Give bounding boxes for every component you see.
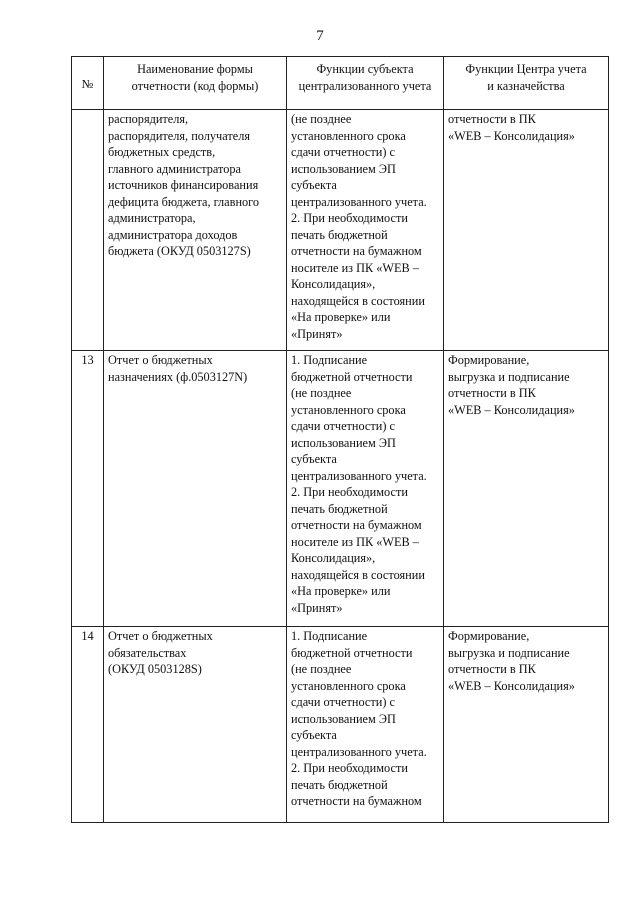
table-row (72, 627, 609, 823)
cell-line: отчетности на бумажном (291, 244, 422, 258)
cell-line: главного администратора (108, 161, 241, 176)
cell-line: 2. При необходимости (291, 485, 408, 499)
page-number: 7 (316, 28, 324, 44)
cell-line: отчетности в ПК (448, 112, 536, 126)
cell-line: установленного срока (291, 402, 406, 417)
reporting-functions-table (71, 56, 609, 823)
header-form-name (104, 57, 287, 110)
cell-line: отчетности в ПК (448, 662, 536, 676)
cell-line: 2. При необходимости (291, 211, 408, 225)
cell-line: субъекта (291, 452, 337, 466)
cell-line: 2. При необходимости (291, 761, 408, 775)
cell-line: «На проверке» или (291, 584, 391, 598)
header-line: Функции субъекта (316, 62, 414, 76)
cell-line: (не позднее (291, 386, 352, 400)
cell-line: находящейся в состоянии (291, 293, 425, 308)
form-name-cell (104, 110, 287, 351)
cell-line: источников финансирования (108, 178, 259, 192)
cell-line: использованием ЭП (291, 711, 396, 726)
cell-line: обязательствах (108, 645, 187, 660)
cell-line: установленного срока (291, 128, 406, 143)
center-functions-cell (444, 351, 609, 627)
cell-line: печать бюджетной (291, 501, 388, 516)
header-line: Функции Центра учета (465, 62, 587, 76)
cell-line: Формирование, (448, 629, 530, 643)
cell-line: носителе из ПК «WEB – (291, 534, 419, 549)
subject-functions-cell (287, 110, 444, 351)
header-subject-functions (287, 57, 444, 110)
header-line: отчетности (код формы) (131, 78, 259, 93)
cell-line: выгрузка и подписание (448, 369, 570, 384)
cell-line: «WEB – Консолидация» (448, 128, 575, 143)
cell-line: бюджета (ОКУД 0503127S) (108, 244, 251, 258)
cell-line: дефицита бюджета, главного (108, 194, 260, 209)
cell-line: отчетности на бумажном (291, 794, 422, 808)
cell-line: бюджетной отчетности (291, 369, 413, 384)
cell-line: централизованного учета. (291, 744, 427, 759)
cell-line: Отчет о бюджетных (108, 353, 213, 367)
form-name-cell (104, 627, 287, 823)
cell-line: (не позднее (291, 112, 352, 126)
header-number-text: № (81, 76, 94, 91)
cell-line: администратора доходов (108, 227, 238, 242)
cell-line: Консолидация», (291, 551, 376, 565)
header-line: и казначейства (487, 78, 565, 93)
cell-line: субъекта (291, 178, 337, 192)
cell-line: распорядителя, получателя (108, 128, 251, 143)
cell-line: бюджетной отчетности (291, 645, 413, 660)
cell-line: печать бюджетной (291, 227, 388, 242)
subject-functions-cell (287, 351, 444, 627)
cell-line: отчетности в ПК (448, 386, 536, 400)
cell-line: Отчет о бюджетных (108, 629, 213, 643)
cell-line: (ОКУД 0503128S) (108, 662, 202, 676)
center-functions-cell (444, 110, 609, 351)
row-number: 14 (72, 627, 104, 823)
cell-line: «Принят» (291, 600, 343, 615)
header-line: централизованного учета (298, 78, 432, 93)
cell-line: (не позднее (291, 662, 352, 676)
header-center-functions (444, 57, 609, 110)
cell-line: 1. Подписание (291, 353, 368, 367)
row-number: 13 (72, 351, 104, 627)
cell-line: централизованного учета. (291, 194, 427, 209)
cell-line: бюджетных средств, (108, 145, 216, 159)
table-row (72, 110, 609, 351)
cell-line: носителе из ПК «WEB – (291, 260, 419, 275)
cell-line: субъекта (291, 728, 337, 742)
table-row (72, 351, 609, 627)
cell-line: администратора, (108, 211, 196, 225)
cell-line: находящейся в состоянии (291, 567, 425, 582)
cell-line: «Принят» (291, 326, 343, 341)
cell-line: назначениях (ф.0503127N) (108, 369, 248, 384)
cell-line: сдачи отчетности) с (291, 695, 395, 709)
cell-line: использованием ЭП (291, 435, 396, 450)
cell-line: Формирование, (448, 353, 530, 367)
row-number (72, 110, 104, 351)
cell-line: отчетности на бумажном (291, 518, 422, 532)
form-name-cell (104, 351, 287, 627)
cell-line: распорядителя, (108, 112, 189, 126)
center-functions-cell (444, 627, 609, 823)
cell-line: Консолидация», (291, 277, 376, 291)
header-line: Наименование формы (137, 62, 253, 76)
cell-line: сдачи отчетности) с (291, 419, 395, 433)
cell-line: 1. Подписание (291, 629, 368, 643)
cell-line: централизованного учета. (291, 468, 427, 483)
cell-line: «На проверке» или (291, 310, 391, 324)
header-number (72, 57, 104, 110)
table-header-row (72, 57, 609, 110)
cell-line: печать бюджетной (291, 777, 388, 792)
cell-line: «WEB – Консолидация» (448, 402, 575, 417)
cell-line: использованием ЭП (291, 161, 396, 176)
subject-functions-cell (287, 627, 444, 823)
cell-line: выгрузка и подписание (448, 645, 570, 660)
cell-line: установленного срока (291, 678, 406, 693)
cell-line: сдачи отчетности) с (291, 145, 395, 159)
cell-line: «WEB – Консолидация» (448, 678, 575, 693)
